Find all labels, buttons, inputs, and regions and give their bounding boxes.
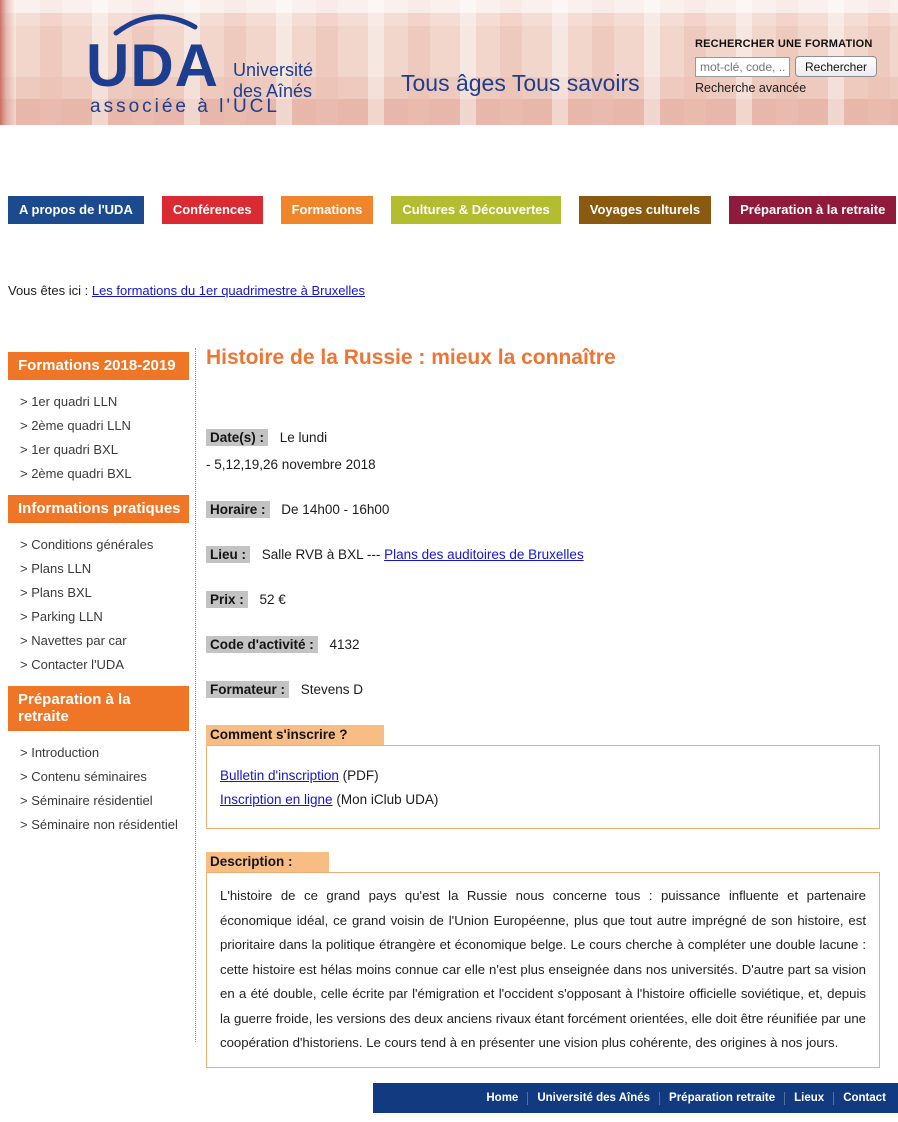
page-title: Histoire de la Russie : mieux la connaître: [206, 346, 616, 369]
site-header: [0, 0, 898, 125]
sidebar-section-formations: Formations 2018-2019: [8, 352, 189, 380]
sidebar-item-contenu-seminaires[interactable]: > Contenu séminaires: [20, 769, 147, 784]
sidebar: [8, 352, 189, 846]
sidebar-divider: [195, 348, 196, 1042]
uda-logo[interactable]: UDA: [86, 32, 219, 99]
prix-value: 52 €: [259, 592, 286, 607]
nav-item-cultures[interactable]: Cultures & Découvertes: [391, 196, 560, 224]
date-label: Date(s) :: [206, 429, 268, 446]
advanced-search-link[interactable]: Recherche avancée: [695, 81, 807, 95]
sidebar-item-seminaire-non-residentiel[interactable]: > Séminaire non résidentiel: [20, 817, 178, 832]
course-details: [206, 428, 880, 700]
code-label: Code d'activité :: [206, 636, 318, 653]
footer-link-universite[interactable]: Université des Aînés: [527, 1092, 659, 1105]
logo-baseline: associée à l'UCL: [90, 96, 280, 117]
sidebar-item-1er-quadri-lln[interactable]: > 1er quadri LLN: [20, 394, 118, 409]
date-value-line2: - 5,12,19,26 novembre 2018: [206, 457, 376, 472]
horaire-label: Horaire :: [206, 501, 270, 518]
sidebar-item-plans-bxl[interactable]: > Plans BXL: [20, 585, 92, 600]
logo-subtitle-line1: Université: [233, 60, 314, 80]
sidebar-section-infos-pratiques: Informations pratiques: [8, 495, 189, 523]
sidebar-section-retraite: Préparation à la retraite: [8, 686, 189, 731]
bulletin-suffix: (PDF): [338, 768, 379, 783]
nav-item-formations[interactable]: Formations: [281, 196, 374, 224]
footer-link-retraite[interactable]: Préparation retraite: [659, 1092, 784, 1105]
description-title: Description :: [206, 852, 329, 872]
sidebar-list-infos-pratiques: [8, 538, 189, 672]
search-label: RECHERCHER UNE FORMATION: [695, 38, 873, 50]
breadcrumb-prefix: Vous êtes ici :: [8, 283, 89, 298]
site-footer: [373, 1083, 898, 1113]
sidebar-item-introduction[interactable]: > Introduction: [20, 745, 100, 760]
sidebar-item-2eme-quadri-bxl[interactable]: > 2ème quadri BXL: [20, 466, 132, 481]
breadcrumb-link[interactable]: Les formations du 1er quadrimestre à Bruxelles: [91, 283, 365, 298]
footer-link-home[interactable]: Home: [486, 1091, 519, 1104]
sidebar-item-seminaire-residentiel[interactable]: > Séminaire résidentiel: [20, 793, 153, 808]
detail-row-horaire: [206, 500, 880, 520]
nav-item-conferences[interactable]: Conférences: [162, 196, 263, 224]
inscription-title: Comment s'inscrire ?: [206, 725, 384, 745]
formateur-value: Stevens D: [300, 682, 364, 697]
nav-item-a-propos[interactable]: A propos de l'UDA: [8, 196, 144, 224]
inscription-line-en-ligne: [220, 788, 879, 812]
breadcrumb: [8, 283, 365, 298]
prix-label: Prix :: [206, 591, 248, 608]
sidebar-item-conditions[interactable]: > Conditions générales: [20, 537, 154, 552]
sidebar-list-retraite: [8, 746, 189, 832]
sidebar-item-1er-quadri-bxl[interactable]: > 1er quadri BXL: [20, 442, 118, 457]
nav-item-voyages[interactable]: Voyages culturels: [579, 196, 711, 224]
lieu-value: Salle RVB à BXL ---: [261, 547, 381, 562]
plans-auditoires-link[interactable]: Plans des auditoires de Bruxelles: [384, 547, 584, 562]
search-row: [695, 56, 895, 77]
search-input[interactable]: [695, 57, 790, 77]
main-content: [206, 345, 880, 1068]
sidebar-item-contacter[interactable]: > Contacter l'UDA: [20, 657, 124, 672]
detail-row-lieu: [206, 545, 880, 565]
inscription-section: [206, 725, 880, 829]
inscription-box: [206, 745, 880, 829]
code-value: 4132: [329, 637, 360, 652]
sidebar-item-parking-lln[interactable]: > Parking LLN: [20, 609, 103, 624]
description-box: [206, 872, 880, 1068]
logo-subtitle-line2: des Aînés: [233, 81, 313, 101]
horaire-value: De 14h00 - 16h00: [281, 502, 390, 517]
sidebar-list-formations: [8, 395, 189, 481]
inscription-en-ligne-link[interactable]: Inscription en ligne: [220, 792, 333, 807]
detail-row-formateur: [206, 680, 880, 700]
main-nav: [8, 196, 896, 224]
footer-link-contact[interactable]: Contact: [833, 1092, 898, 1105]
footer-link-lieux[interactable]: Lieux: [784, 1092, 833, 1105]
detail-row-date: [206, 428, 880, 475]
detail-row-prix: [206, 590, 880, 610]
sidebar-item-navettes[interactable]: > Navettes par car: [20, 633, 127, 648]
lieu-label: Lieu :: [206, 546, 250, 563]
inscription-line-pdf: [220, 764, 879, 788]
description-text: L'histoire de ce grand pays qu'est la Russie nous concerne tous : puissance influente et partenaire économique idéal, ce grand voisin de l'Union Européenne, plus que tout autre imprégné de son histoire, est prioritaire dans la politique étrangère et économique belge. Le cours cherche à compléter une double lacune : cette histoire est hélas moins connue car elle n'est plus enseignée dans nos universités. D'autre part sa vision en a été double, celle écrite par l'émigration et l'occident s'opposant à l'histoire officielle soviétique, et, depuis la guerre froide, les versions des deux anciens rivaux étant forcément orientées, elle doit être réunifiée par une coopération d'historiens. Le cours tend à en présenter une vision plus cohérente, des origines à nos jours.: [220, 888, 866, 1050]
date-value: Le lundi: [279, 430, 328, 445]
search-area: [695, 38, 895, 97]
bulletin-inscription-link[interactable]: Bulletin d'inscription: [220, 768, 339, 783]
iclub-suffix: (Mon iClub UDA): [332, 792, 439, 807]
description-section: [206, 852, 880, 1068]
nav-item-retraite[interactable]: Préparation à la retraite: [729, 196, 896, 224]
sidebar-item-2eme-quadri-lln[interactable]: > 2ème quadri LLN: [20, 418, 131, 433]
search-button[interactable]: Rechercher: [795, 56, 877, 77]
sidebar-item-plans-lln[interactable]: > Plans LLN: [20, 561, 92, 576]
formateur-label: Formateur :: [206, 681, 289, 698]
tagline: Tous âges Tous savoirs: [401, 70, 640, 96]
detail-row-code: [206, 635, 880, 655]
